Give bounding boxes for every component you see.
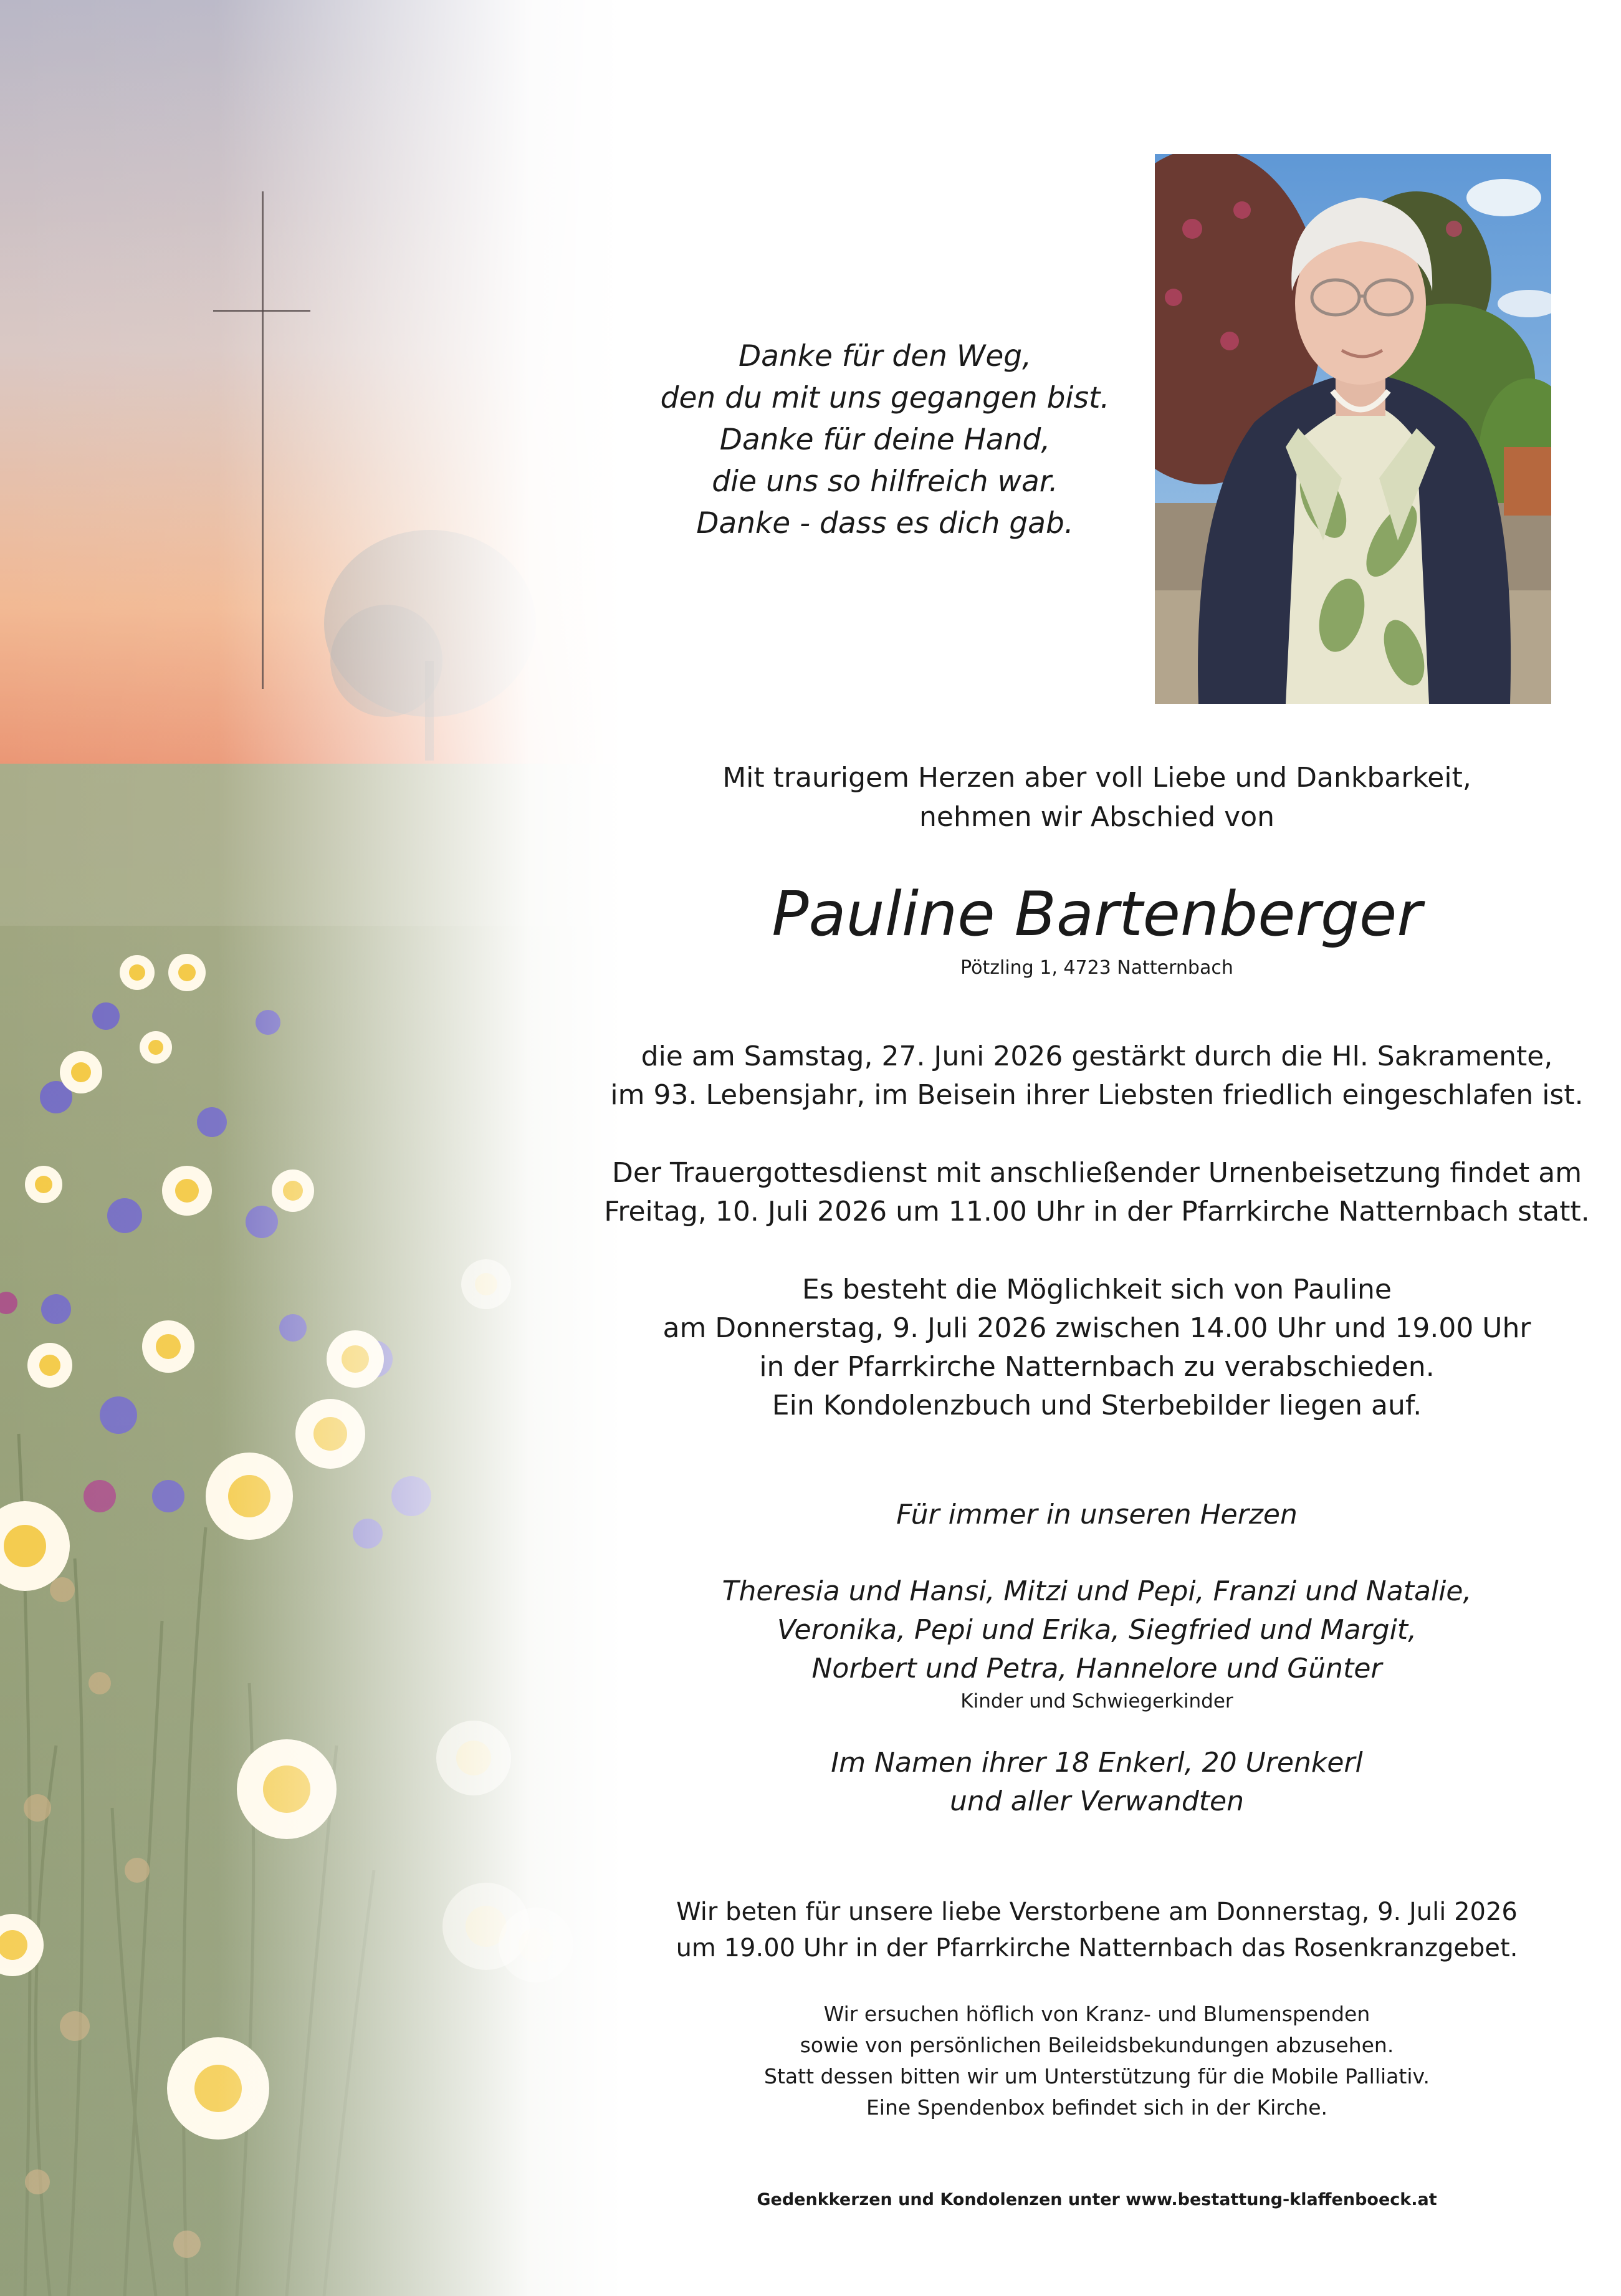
poem-line: den du mit uns gegangen bist. xyxy=(660,381,1110,415)
poem-line: Danke für den Weg, xyxy=(738,339,1032,373)
farewell-line: am Donnerstag, 9. Juli 2026 zwischen 14.00 Uhr und 19.00 Uhr xyxy=(662,1312,1531,1344)
family-line: Norbert und Petra, Hannelore und Günter xyxy=(811,1653,1382,1684)
farewell-info xyxy=(598,1270,1595,1425)
funeral-line: Der Trauergottesdienst mit anschließender Urnenbeisetzung findet am xyxy=(611,1157,1582,1189)
rosary-info xyxy=(598,1894,1595,1966)
poem-line: Danke - dass es dich gab. xyxy=(696,506,1074,540)
memorial-poem xyxy=(511,335,1259,544)
rosary-line: um 19.00 Uhr in der Pfarrkirche Natternbach das Rosenkranzgebet. xyxy=(676,1934,1518,1962)
poem-line: Danke für deine Hand, xyxy=(719,423,1051,457)
request-line: Wir ersuchen höflich von Kranz- und Blumenspenden xyxy=(823,2002,1370,2026)
farewell-line: Ein Kondolenzbuch und Sterbebilder liegen auf. xyxy=(772,1390,1422,1421)
family-role: Kinder und Schwiegerkinder xyxy=(960,1690,1233,1712)
funeral-info xyxy=(598,1154,1595,1231)
memorial-motto: Für immer in unseren Herzen xyxy=(896,1499,1298,1530)
request-line: Eine Spendenbox befindet sich in der Kirche. xyxy=(866,2095,1328,2120)
deceased-address: Pötzling 1, 4723 Natternbach xyxy=(960,957,1233,979)
grandchildren-line: und aller Verwandten xyxy=(950,1785,1244,1817)
death-notice-line: im 93. Lebensjahr, im Beisein ihrer Liebsten friedlich eingeschlafen ist. xyxy=(610,1079,1584,1111)
intro-text xyxy=(661,758,1533,837)
grandchildren-line: Im Namen ihrer 18 Enkerl, 20 Urenkerl xyxy=(831,1747,1363,1779)
grandchildren-text xyxy=(661,1744,1533,1821)
intro-line: nehmen wir Abschied von xyxy=(919,801,1275,833)
condolence-footer: Gedenkkerzen und Kondolenzen unter www.bestattung-klaffenboeck.at xyxy=(757,2190,1437,2209)
family-line: Theresia und Hansi, Mitzi und Pepi, Franzi und Natalie, xyxy=(722,1575,1472,1607)
donation-request xyxy=(661,1999,1533,2123)
farewell-line: in der Pfarrkirche Natternbach zu verabschieden. xyxy=(759,1351,1435,1383)
farewell-line: Es besteht die Möglichkeit sich von Pauline xyxy=(802,1274,1392,1305)
deceased-name: Pauline Bartenberger xyxy=(772,879,1422,950)
intro-line: Mit traurigem Herzen aber voll Liebe und Dankbarkeit, xyxy=(722,762,1471,794)
poem-line: die uns so hilfreich war. xyxy=(712,464,1058,499)
family-line: Veronika, Pepi und Erika, Siegfried und Margit, xyxy=(777,1614,1417,1646)
rosary-line: Wir beten für unsere liebe Verstorbene am Donnerstag, 9. Juli 2026 xyxy=(676,1898,1518,1926)
death-notice xyxy=(598,1037,1595,1115)
family-names xyxy=(598,1572,1595,1688)
death-notice-line: die am Samstag, 27. Juni 2026 gestärkt durch die Hl. Sakramente, xyxy=(641,1040,1553,1072)
funeral-line: Freitag, 10. Juli 2026 um 11.00 Uhr in der Pfarrkirche Natternbach statt. xyxy=(604,1196,1590,1227)
request-line: sowie von persönlichen Beileidsbekundungen abzusehen. xyxy=(800,2033,1394,2057)
request-line: Statt dessen bitten wir um Unterstützung für die Mobile Palliativ. xyxy=(764,2064,1430,2088)
